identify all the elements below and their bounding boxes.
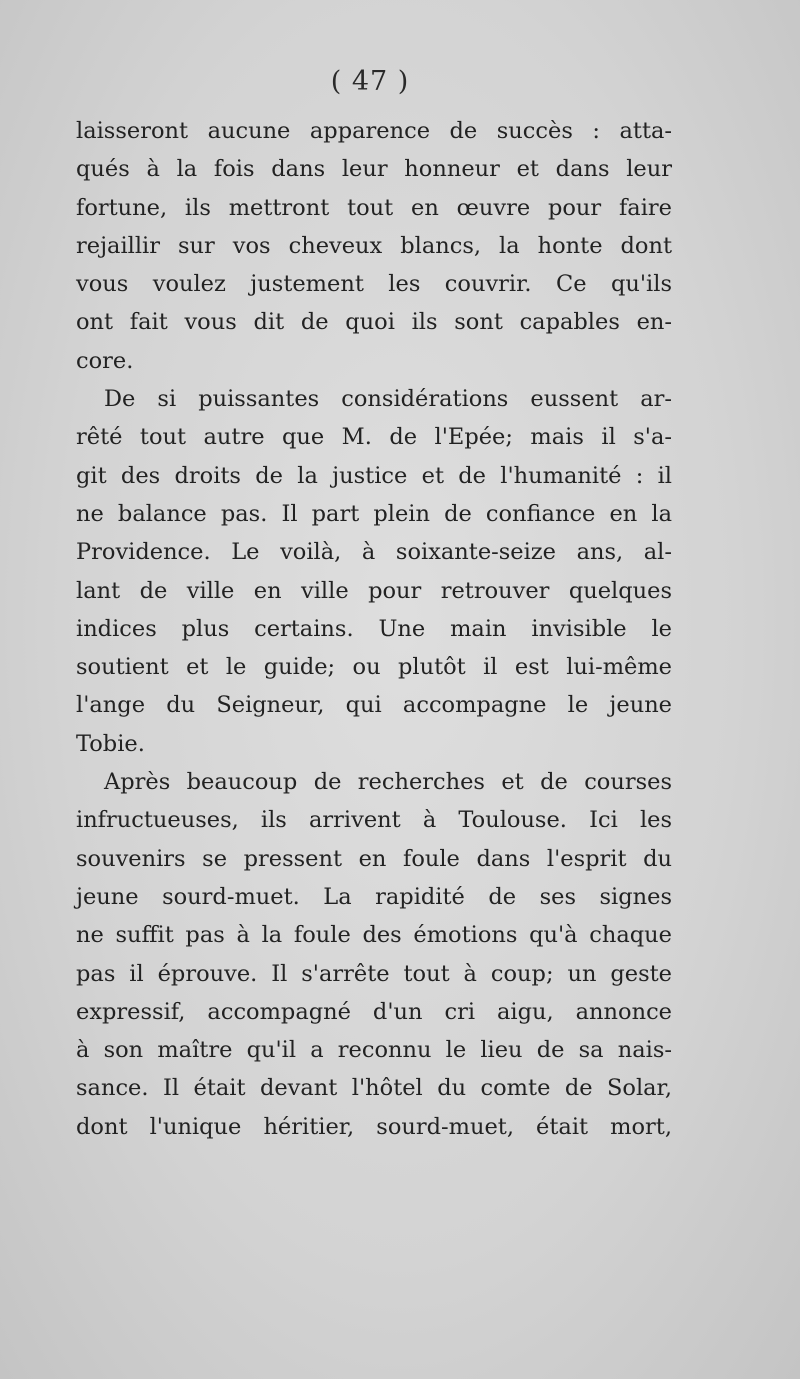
text-line: l'ange du Seigneur, qui accompagne le jeune: [76, 692, 672, 719]
paragraph: [76, 112, 672, 380]
text-line: laisseront aucune apparence de succès : atta-: [76, 118, 672, 144]
text-line: Après beaucoup de recherches et de courses: [104, 769, 672, 796]
text-line: sance. Il était devant l'hôtel du comte de Solar,: [76, 1075, 672, 1102]
text-line: rejaillir sur vos cheveux blancs, la honte dont: [76, 232, 672, 259]
text-line: Tobie.: [76, 730, 145, 757]
text-line: fortune, ils mettront tout en œuvre pour faire: [76, 194, 672, 221]
text-line: indices plus certains. Une main invisible le: [76, 615, 672, 642]
text-line: pas il éprouve. Il s'arrête tout à coup; un geste: [76, 960, 672, 987]
paragraph: [76, 380, 672, 763]
text-line: infructueuses, ils arrivent à Toulouse. Ici les: [76, 807, 672, 834]
text-line: lant de ville en ville pour retrouver quelques: [76, 577, 672, 604]
text-line: dont l'unique héritier, sourd-muet, était mort,: [76, 1113, 672, 1140]
body-text: [76, 112, 672, 1146]
text-line: De si puissantes considérations eussent ar-: [104, 386, 672, 413]
text-line: ont fait vous dit de quoi ils sont capables en-: [76, 309, 672, 336]
text-line: à son maître qu'il a reconnu le lieu de sa nais-: [76, 1037, 672, 1064]
text-line: ne suffit pas à la foule des émotions qu'à chaque: [76, 922, 672, 949]
paragraph: [76, 763, 672, 1146]
text-line: vous voulez justement les couvrir. Ce qu'ils: [76, 271, 672, 298]
text-line: qués à la fois dans leur honneur et dans leur: [76, 156, 672, 183]
text-line: git des droits de la justice et de l'humanité : il: [76, 462, 672, 489]
page-number: ( 47 ): [330, 66, 410, 97]
text-line: core.: [76, 347, 134, 374]
text-line: soutient et le guide; ou plutôt il est lui-même: [76, 654, 672, 681]
text-line: souvenirs se pressent en foule dans l'esprit du: [76, 845, 672, 872]
text-line: expressif, accompagné d'un cri aigu, annonce: [76, 998, 672, 1025]
text-line: ne balance pas. Il part plein de confiance en la: [76, 500, 672, 527]
text-line: Providence. Le voilà, à soixante-seize ans, al-: [76, 539, 672, 566]
text-line: jeune sourd-muet. La rapidité de ses signes: [76, 883, 672, 910]
text-line: rêté tout autre que M. de l'Epée; mais il s'a-: [76, 424, 672, 451]
